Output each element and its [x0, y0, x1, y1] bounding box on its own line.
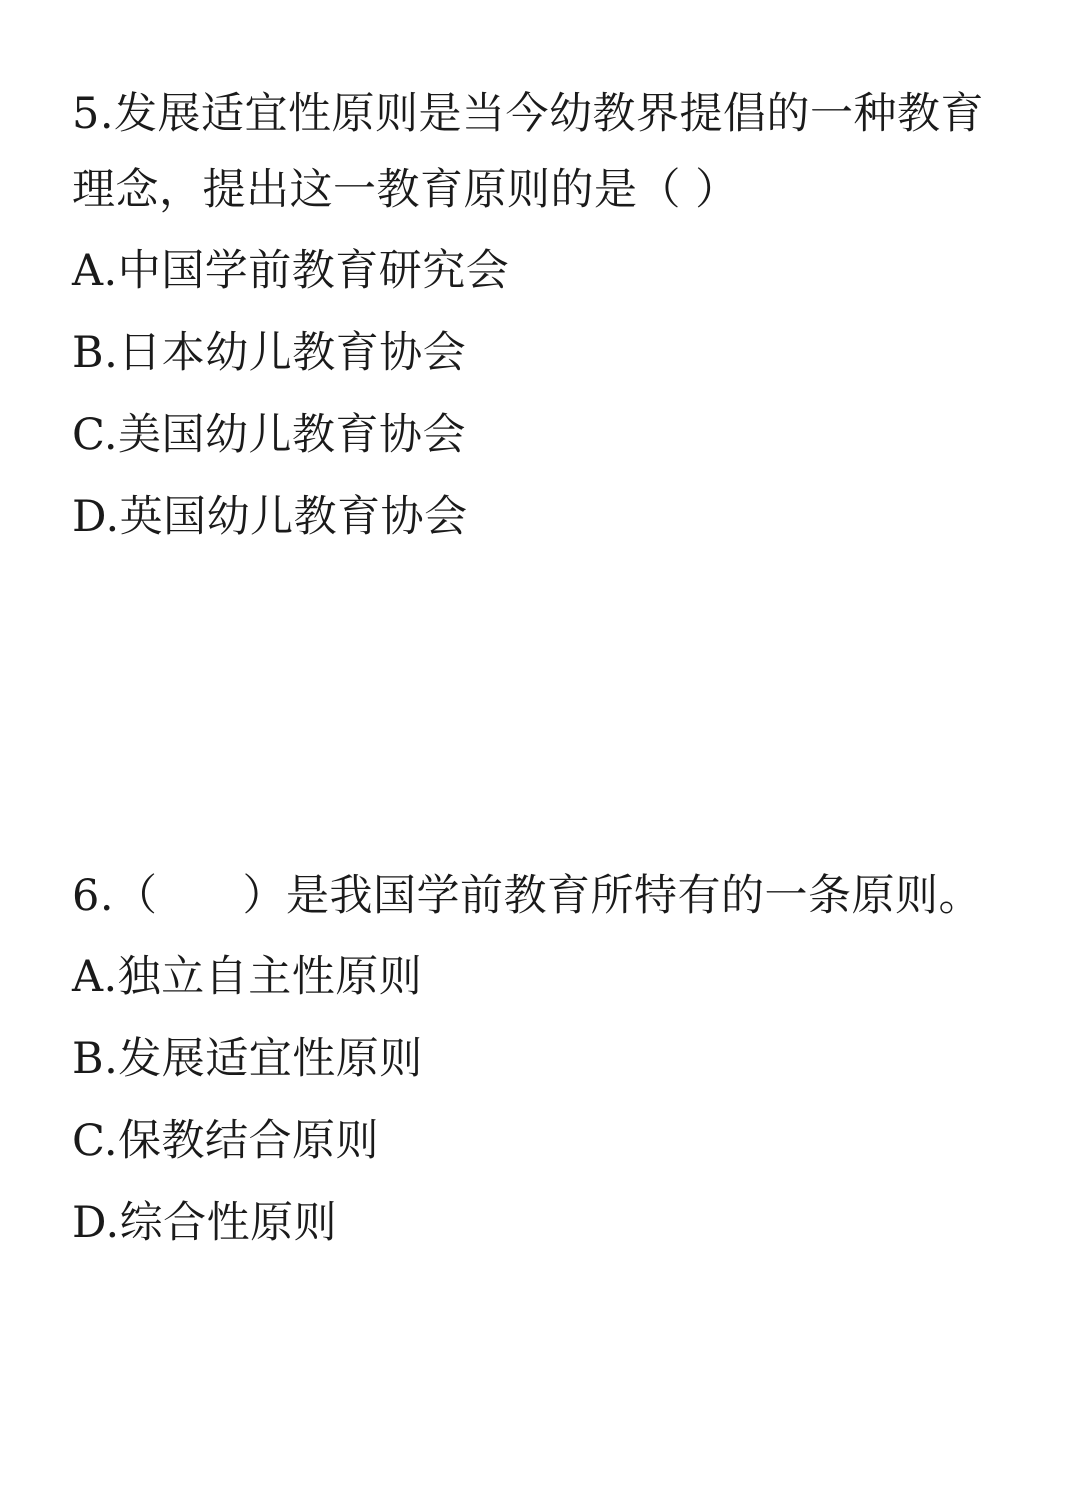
question-6-stem: 6.（ ）是我国学前教育所特有的一条原则。 [72, 871, 983, 921]
question-spacer [72, 558, 1008, 858]
option-d[interactable]: D.综合性原则 [72, 1198, 338, 1248]
option-a[interactable]: A.独立自主性原则 [72, 952, 423, 1002]
option-b[interactable]: B.发展适宜性原则 [72, 1034, 423, 1084]
option-b[interactable]: B.日本幼儿教育协会 [72, 328, 467, 378]
question-5-options [72, 230, 1008, 558]
question-5 [72, 76, 1008, 558]
question-6 [72, 858, 1008, 1264]
option-c[interactable]: C.美国幼儿教育协会 [72, 410, 467, 460]
option-a[interactable]: A.中国学前教育研究会 [72, 246, 510, 296]
question-5-stem: 5.发展适宜性原则是当今幼教界提倡的一种教育理念，提出这一教育原则的是（ ） [72, 89, 985, 215]
option-c[interactable]: C.保教结合原则 [72, 1116, 380, 1166]
question-6-options [72, 936, 1008, 1264]
option-d[interactable]: D.英国幼儿教育协会 [72, 492, 468, 542]
